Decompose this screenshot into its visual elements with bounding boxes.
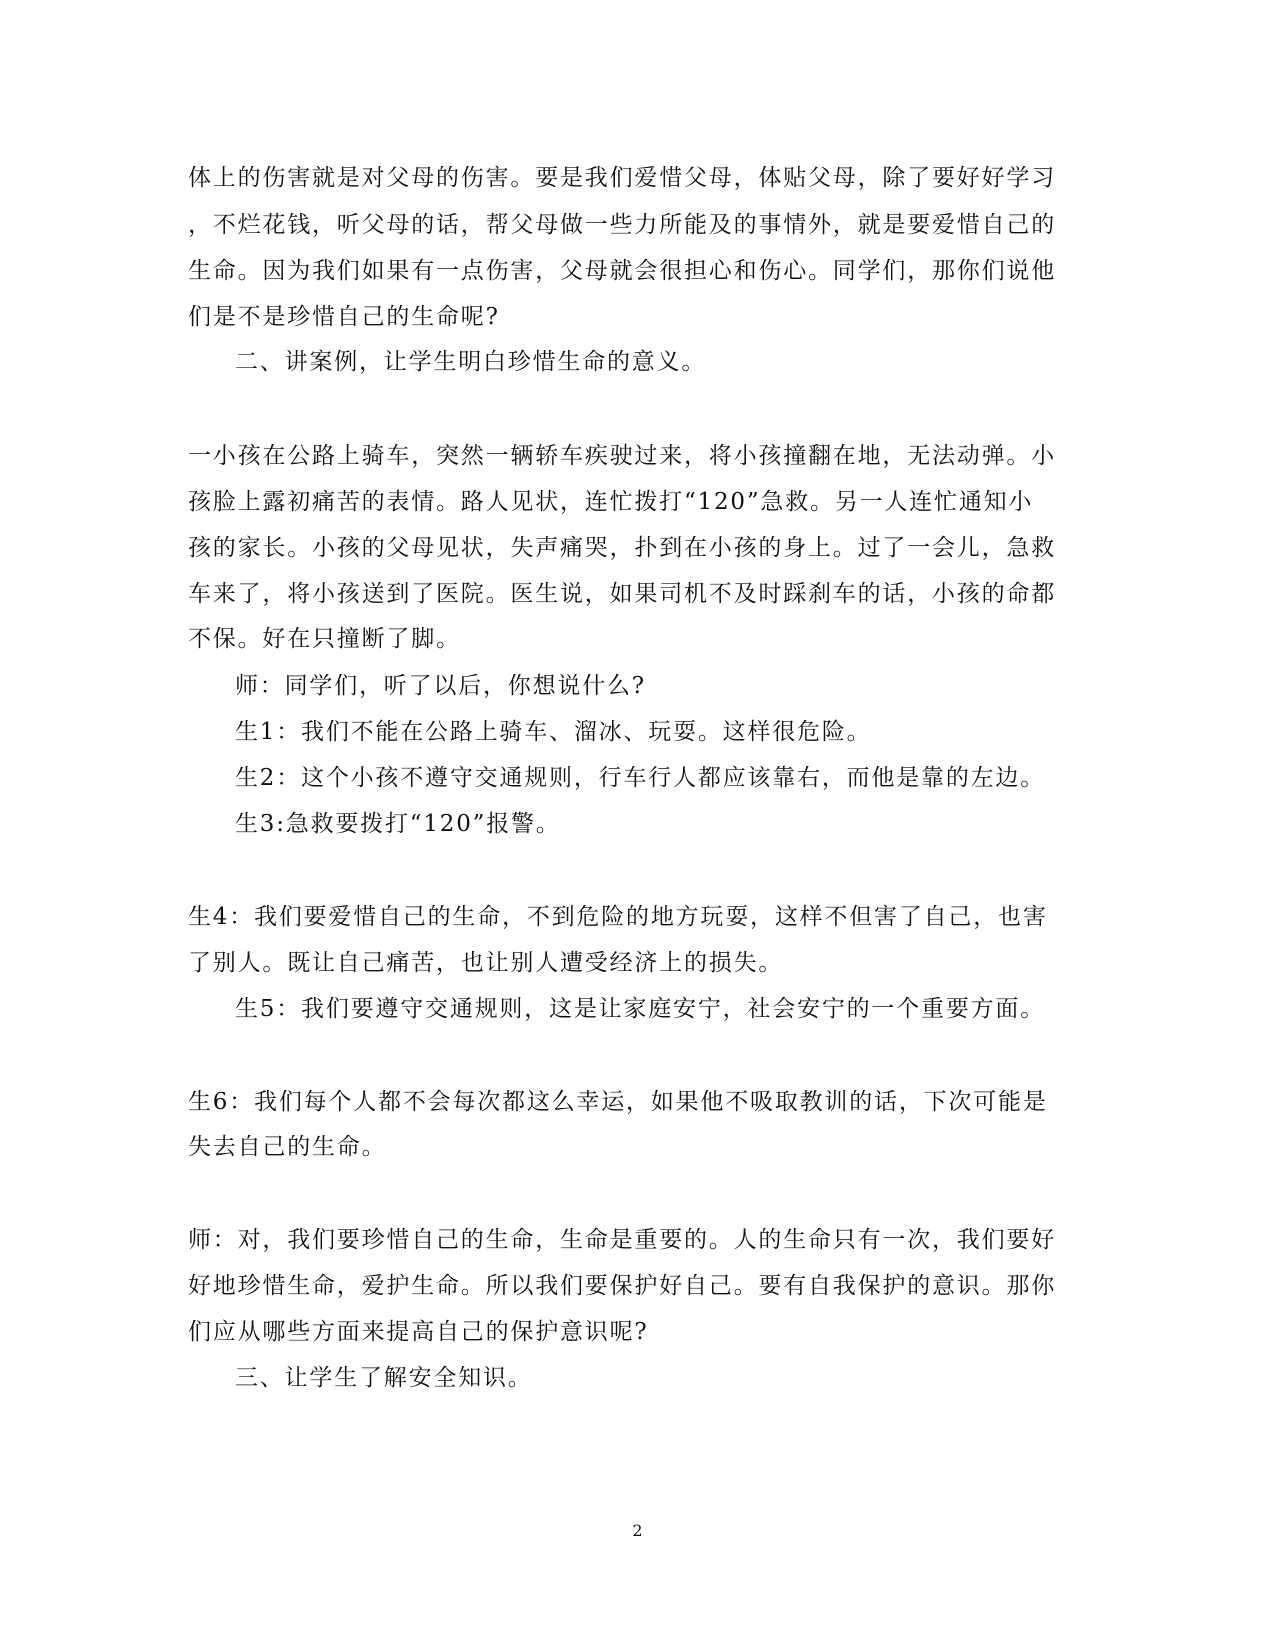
text-line: 车来了，将小孩送到了医院。医生说，如果司机不及时踩刹车的话，小孩的命都: [188, 581, 1056, 607]
text-line: 孩脸上露初痛苦的表情。路人见状，连忙拨打“120”急救。另一人连忙通知小: [188, 489, 1034, 515]
section-heading: 三、让学生了解安全知识。: [235, 1365, 533, 1391]
dialogue-line: 师：同学们，听了以后，你想说什么?: [235, 673, 646, 699]
text-line: 孩的家长。小孩的父母见状，失声痛哭，扑到在小孩的身上。过了一会儿，急救: [188, 535, 1056, 561]
dialogue-line: 生4：我们要爱惜自己的生命，不到危险的地方玩耍，这样不但害了自己，也害: [188, 904, 1048, 930]
dialogue-line: 生3:急救要拨打“120”报警。: [235, 811, 561, 837]
dialogue-line: 生1：我们不能在公路上骑车、溜冰、玩耍。这样很危险。: [235, 719, 872, 745]
dialogue-line: 了别人。既让自己痛苦，也让别人遭受经济上的损失。: [188, 950, 784, 976]
dialogue-line: 失去自己的生命。: [188, 1134, 387, 1160]
section-heading: 二、讲案例，让学生明白珍惜生命的意义。: [235, 349, 707, 375]
text-line: 不保。好在只撞断了脚。: [188, 626, 461, 652]
dialogue-line: 师：对，我们要珍惜自己的生命，生命是重要的。人的生命只有一次，我们要好: [188, 1227, 1056, 1253]
dialogue-line: 生6：我们每个人都不会每次都这么幸运，如果他不吸取教训的话，下次可能是: [188, 1089, 1048, 1115]
dialogue-line: 好地珍惜生命，爱护生命。所以我们要保护好自己。要有自我保护的意识。那你: [188, 1273, 1056, 1299]
page-number: 2: [632, 1521, 643, 1540]
text-line: 一小孩在公路上骑车，突然一辆轿车疾驶过来，将小孩撞翻在地，无法动弹。小: [188, 443, 1056, 469]
text-line: ，不烂花钱，听父母的话，帮父母做一些力所能及的事情外，就是要爱惜自己的: [188, 212, 1056, 238]
dialogue-line: 生5：我们要遵守交通规则，这是让家庭安宁，社会安宁的一个重要方面。: [235, 996, 1046, 1022]
dialogue-line: 生2：这个小孩不遵守交通规则，行车行人都应该靠右，而他是靠的左边。: [235, 765, 1046, 791]
text-line: 体上的伤害就是对父母的伤害。要是我们爱惜父母，体贴父母，除了要好好学习: [188, 165, 1056, 191]
text-line: 生命。因为我们如果有一点伤害，父母就会很担心和伤心。同学们，那你们说他: [188, 258, 1056, 284]
dialogue-line: 们应从哪些方面来提高自己的保护意识呢?: [188, 1319, 649, 1345]
text-line: 们是不是珍惜自己的生命呢?: [188, 304, 500, 330]
